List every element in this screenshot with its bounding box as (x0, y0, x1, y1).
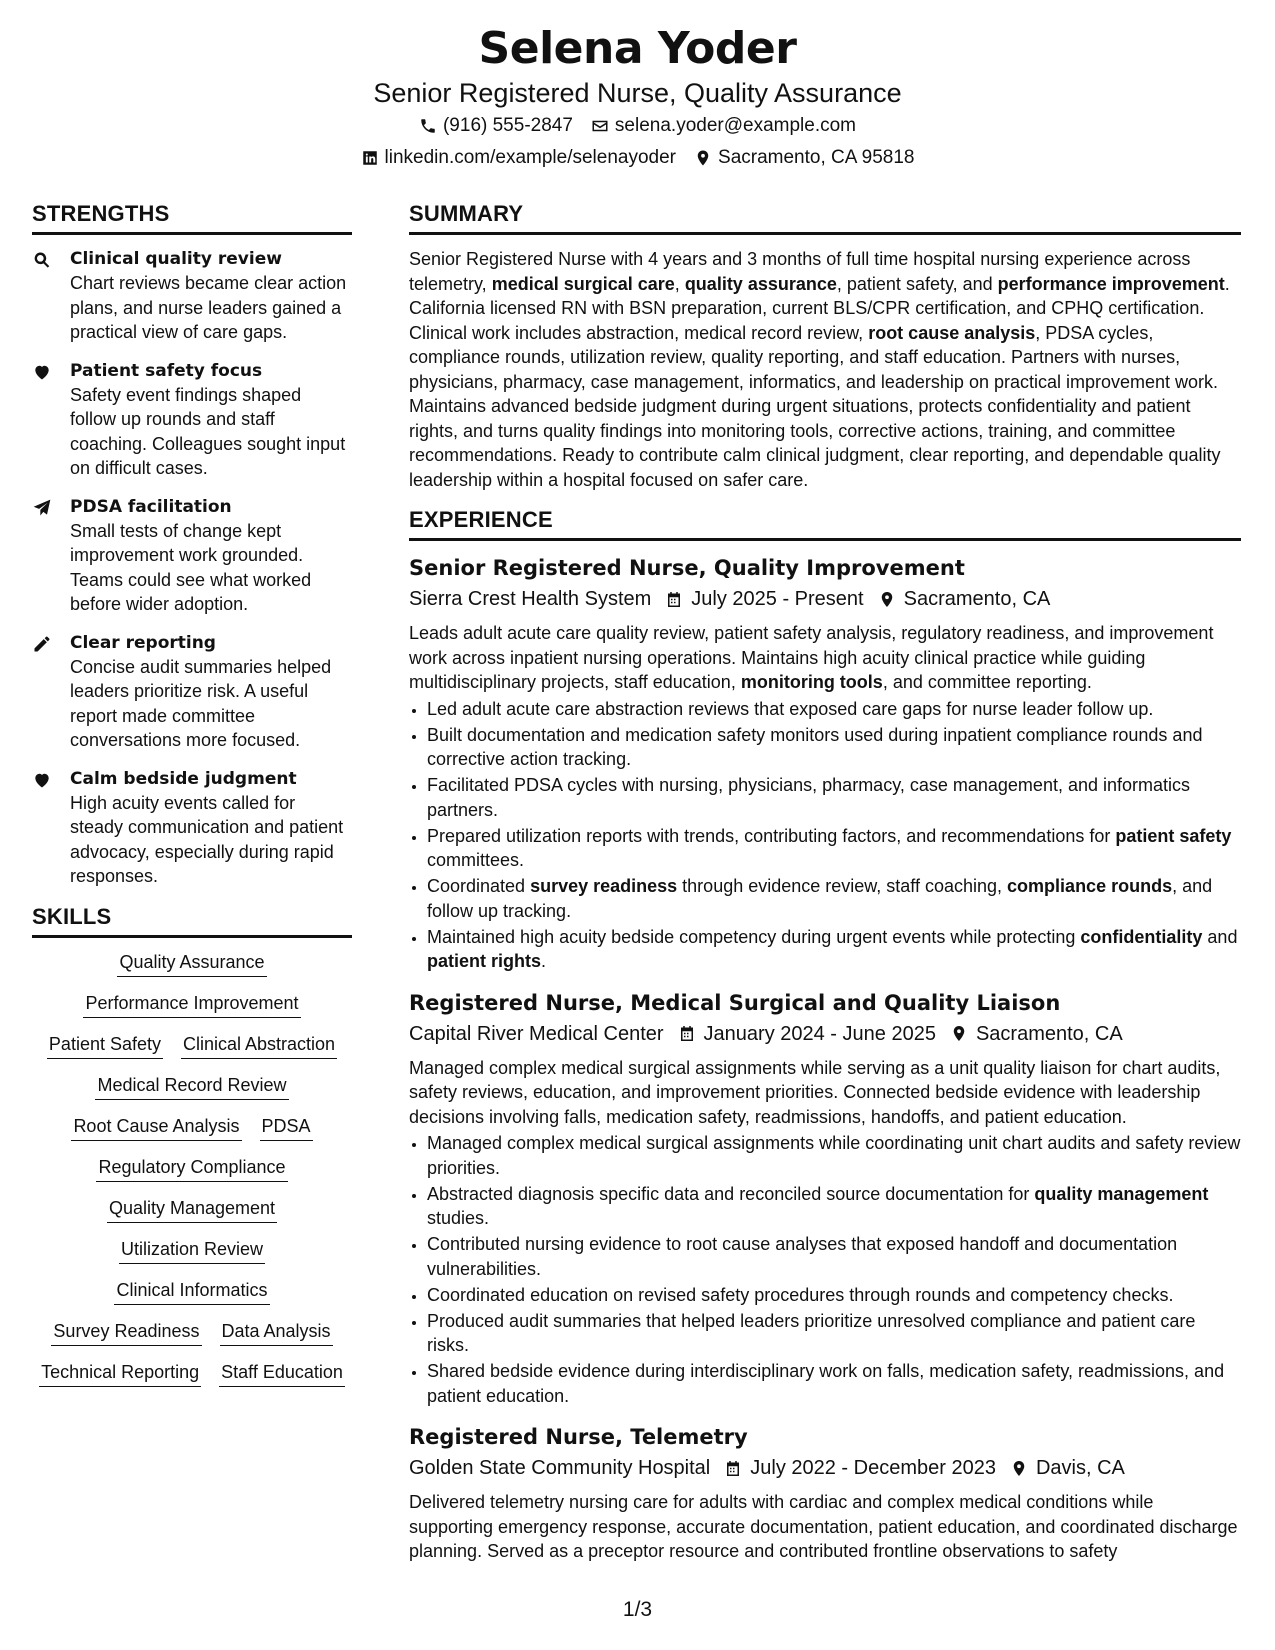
job-company: Capital River Medical Center (409, 1022, 664, 1045)
skill-tag: Performance Improvement (83, 991, 300, 1018)
skills-heading: SKILLS (32, 903, 352, 938)
job-meta (409, 1018, 1241, 1050)
map-pin-icon (694, 149, 712, 167)
job-company: Sierra Crest Health System (409, 588, 652, 610)
text-run: Led adult acute care abstraction reviews that exposed care gaps for nurse leader follow up. (427, 698, 1154, 719)
text-run: Delivered telemetry nursing care for adults with cardiac and complex medical conditions while supporting emergency response, accurate documentation, patient education, and coordinated discharge planning. Served as a preceptor resource and contributed frontline observations to safety (409, 1492, 1238, 1561)
skill-tag: Quality Management (107, 1196, 277, 1223)
text-run: Facilitated PDSA cycles with nursing, physicians, pharmacy, case management, and informatics partners. (427, 775, 1191, 820)
email-text[interactable]: selena.yoder@example.com (614, 115, 856, 136)
strengths-list (32, 247, 352, 889)
text-run: Coordinated (427, 876, 531, 896)
text-run: , and follow up tracking. (427, 876, 1213, 921)
bold-phrase: patient safety (1115, 825, 1232, 846)
text-run: Built documentation and medication safety monitors used during inpatient compliance rounds and corrective action tracking. (427, 724, 1203, 769)
strength-title: Patient safety focus (70, 360, 263, 381)
calendar-icon-wrap (665, 590, 683, 609)
right-column (409, 200, 1241, 1578)
job-meta (409, 583, 1241, 615)
text-run: Leads adult acute care quality review, patient safety analysis, regulatory readiness, and improvement work across inpatient nursing operations. Maintains high acuity clinical practice while guiding multidisciplinary projects, staff education, (409, 623, 1214, 692)
bold-phrase: survey readiness (530, 876, 678, 896)
skill-tag: Root Cause Analysis (71, 1114, 241, 1141)
job-location: Davis, CA (1035, 1457, 1125, 1479)
calendar-icon-wrap (678, 1024, 696, 1043)
bold-phrase: root cause analysis (868, 322, 1036, 343)
job-dates: July 2022 - December 2023 (750, 1457, 996, 1479)
job-bullet (427, 1131, 1241, 1180)
pencil-icon (32, 634, 52, 654)
text-run: through evidence review, staff coaching, (677, 876, 1008, 896)
job-location: Sacramento, CA (903, 588, 1051, 610)
strength-item (32, 495, 352, 617)
job-bullet (427, 1359, 1241, 1408)
strength-desc: Small tests of change kept improvement work grounded. Teams could see what worked before wider adoption. (70, 520, 312, 614)
strengths-heading: STRENGTHS (32, 200, 352, 235)
text-run: . (541, 951, 547, 971)
linkedin-icon (361, 149, 379, 167)
strength-title: Clear reporting (70, 632, 216, 653)
summary-heading: SUMMARY (409, 200, 1241, 235)
strength-item (32, 247, 352, 345)
job-bullet (427, 697, 1241, 722)
calendar-icon (678, 1024, 696, 1043)
skill-tag: Clinical Informatics (114, 1278, 269, 1305)
strength-desc: Concise audit summaries helped leaders prioritize risk. A useful report made committee conversations more focused. (70, 656, 332, 750)
bold-phrase: confidentiality (1080, 926, 1203, 947)
bold-phrase: monitoring tools (740, 672, 883, 692)
skill-tag: Quality Assurance (117, 950, 266, 977)
job-bullet (427, 723, 1241, 772)
bold-phrase: quality management (1034, 1183, 1209, 1204)
text-run: . California licensed RN with BSN preparation, current BLS/CPR certification, and CPHQ certification. Clinical work includes abstraction, medical record review, (409, 273, 1230, 343)
skill-tag: Technical Reporting (39, 1360, 201, 1387)
skill-tag: Medical Record Review (95, 1073, 288, 1100)
strength-desc: Safety event findings shaped follow up rounds and staff coaching. Colleagues sought input on difficult cases. (70, 384, 346, 478)
bold-phrase: compliance rounds (1007, 876, 1173, 896)
job-company: Golden State Community Hospital (409, 1457, 711, 1479)
map-pin-icon-wrap (950, 1024, 968, 1043)
skill-tag: PDSA (260, 1114, 313, 1141)
strength-desc: Chart reviews became clear action plans, and nurse leaders gained a practical view of care gaps. (70, 273, 347, 342)
heart-icon (32, 770, 52, 790)
paper-plane-icon (32, 498, 52, 518)
contact-phone (419, 110, 573, 142)
job-description (409, 1490, 1241, 1564)
phone-icon (419, 117, 437, 135)
job-title: Registered Nurse, Telemetry (409, 1425, 748, 1449)
calendar-icon (724, 1459, 742, 1478)
page-number: 1/3 (622, 1598, 653, 1621)
job-entry (409, 1422, 1241, 1564)
text-run: Managed complex medical surgical assignments while coordinating unit chart audits and safety review priorities. (427, 1133, 1241, 1178)
job-location: Sacramento, CA (975, 1022, 1123, 1045)
text-run: Contributed nursing evidence to root cause analyses that exposed handoff and documentation vulnerabilities. (427, 1234, 1178, 1279)
job-title: Registered Nurse, Medical Surgical and Quality Liaison (409, 990, 1061, 1015)
text-run: Shared bedside evidence during interdisciplinary work on falls, medication safety, readmissions, and patient education. (427, 1361, 1225, 1406)
job-dates: July 2025 - Present (691, 588, 864, 610)
text-run: and (1202, 926, 1238, 947)
strength-title: Clinical quality review (70, 249, 282, 269)
contact-row-2 (0, 142, 1275, 174)
calendar-icon (665, 590, 683, 609)
map-pin-icon (878, 590, 896, 609)
bold-phrase: performance improvement (997, 273, 1225, 294)
search-icon (32, 250, 52, 270)
text-run: studies. (427, 1208, 490, 1228)
text-run: , patient safety, and (836, 273, 998, 294)
text-run: Maintained high acuity bedside competency during urgent events while protecting (427, 926, 1081, 947)
job-bullet (427, 1232, 1241, 1281)
job-description (409, 1056, 1241, 1130)
text-run: Senior Registered Nurse with 4 years and 3 months of full time hospital nursing experience across telemetry, (409, 249, 1191, 294)
candidate-headline: Senior Registered Nurse, Quality Assurance (373, 78, 902, 108)
job-bullet (427, 1309, 1241, 1358)
map-pin-icon-wrap (878, 590, 896, 609)
skill-tag: Utilization Review (119, 1237, 265, 1264)
job-bullet (427, 1182, 1241, 1231)
strength-desc: High acuity events called for steady communication and patient advocacy, especially during rapid responses. (70, 792, 344, 886)
text-run: Abstracted diagnosis specific data and reconciled source documentation for (427, 1183, 1035, 1204)
skill-tag: Clinical Abstraction (181, 1032, 337, 1059)
linkedin-text[interactable]: linkedin.com/example/selenayoder (384, 147, 677, 168)
strength-item (32, 767, 352, 889)
text-run: , PDSA cycles, compliance rounds, utilization review, quality reporting, and staff education. Partners with nurses, physicians, pharmacy, case management, informatics, and leadership on practical improvement work. Maintains advanced bedside judgment during urgent situations, protects confidentiality and patient rights, and turns quality findings into monitoring tools, corrective actions, training, and committee recommendations. Ready to contribute calm clinical judgment, clear reporting, and dependable quality leadership within a hospital focused on safer care. (409, 322, 1221, 490)
text-run: Coordinated education on revised safety procedures through rounds and competency checks. (427, 1284, 1174, 1305)
text-run: committees. (427, 850, 525, 870)
contact-linkedin (361, 142, 677, 174)
job-bullet (427, 925, 1241, 974)
strength-title: Calm bedside judgment (70, 768, 297, 789)
job-bullet (427, 874, 1241, 923)
text-run: Managed complex medical surgical assignments while serving as a unit quality liaison for chart audits, safety reviews, education, and improvement priorities. Connected bedside evidence with leadership decisions involving falls, medication safety, readmissions, handoffs, and patient education. (409, 1057, 1221, 1127)
phone-text[interactable]: (916) 555-2847 (442, 115, 573, 136)
skill-tag: Regulatory Compliance (96, 1155, 287, 1182)
text-run: , (674, 273, 685, 294)
job-bullets (409, 1131, 1241, 1408)
job-bullet (427, 1283, 1241, 1308)
skills-list (32, 950, 352, 1387)
map-pin-icon-wrap (1010, 1459, 1028, 1478)
left-column (32, 200, 352, 1387)
location-text: Sacramento, CA 95818 (718, 147, 915, 168)
strength-item (32, 359, 352, 481)
skill-tag: Staff Education (219, 1360, 345, 1387)
strength-item (32, 631, 352, 753)
experience-list (409, 553, 1241, 1564)
job-bullet (427, 824, 1241, 873)
resume-header (0, 22, 1275, 174)
calendar-icon-wrap (724, 1459, 742, 1478)
heart-icon (32, 362, 52, 382)
job-meta (409, 1452, 1241, 1484)
bold-phrase: quality assurance (684, 273, 837, 294)
job-bullet (427, 773, 1241, 822)
contact-location (694, 142, 914, 174)
bold-phrase: patient rights (427, 951, 542, 971)
summary-text (409, 247, 1241, 492)
bold-phrase: medical surgical care (491, 273, 675, 294)
job-dates: January 2024 - June 2025 (703, 1022, 936, 1045)
text-run: Produced audit summaries that helped leaders prioritize unresolved compliance and patient care risks. (427, 1310, 1196, 1355)
job-entry (409, 553, 1241, 974)
text-run: , and committee reporting. (882, 672, 1092, 692)
strength-title: PDSA facilitation (70, 496, 232, 517)
job-description (409, 621, 1241, 695)
candidate-name: Selena Yoder (478, 23, 797, 74)
skill-tag: Patient Safety (47, 1032, 163, 1059)
map-pin-icon (950, 1024, 968, 1043)
skill-tag: Data Analysis (220, 1319, 333, 1346)
job-entry (409, 988, 1241, 1409)
map-pin-icon (1010, 1459, 1028, 1478)
contact-email (591, 110, 856, 142)
contact-row-1 (0, 110, 1275, 142)
envelope-icon (591, 117, 609, 135)
text-run: Prepared utilization reports with trends, contributing factors, and recommendations for (427, 825, 1116, 846)
skill-tag: Survey Readiness (51, 1319, 201, 1346)
job-bullets (409, 697, 1241, 974)
job-title: Senior Registered Nurse, Quality Improvement (409, 556, 965, 580)
experience-heading: EXPERIENCE (409, 506, 1241, 541)
